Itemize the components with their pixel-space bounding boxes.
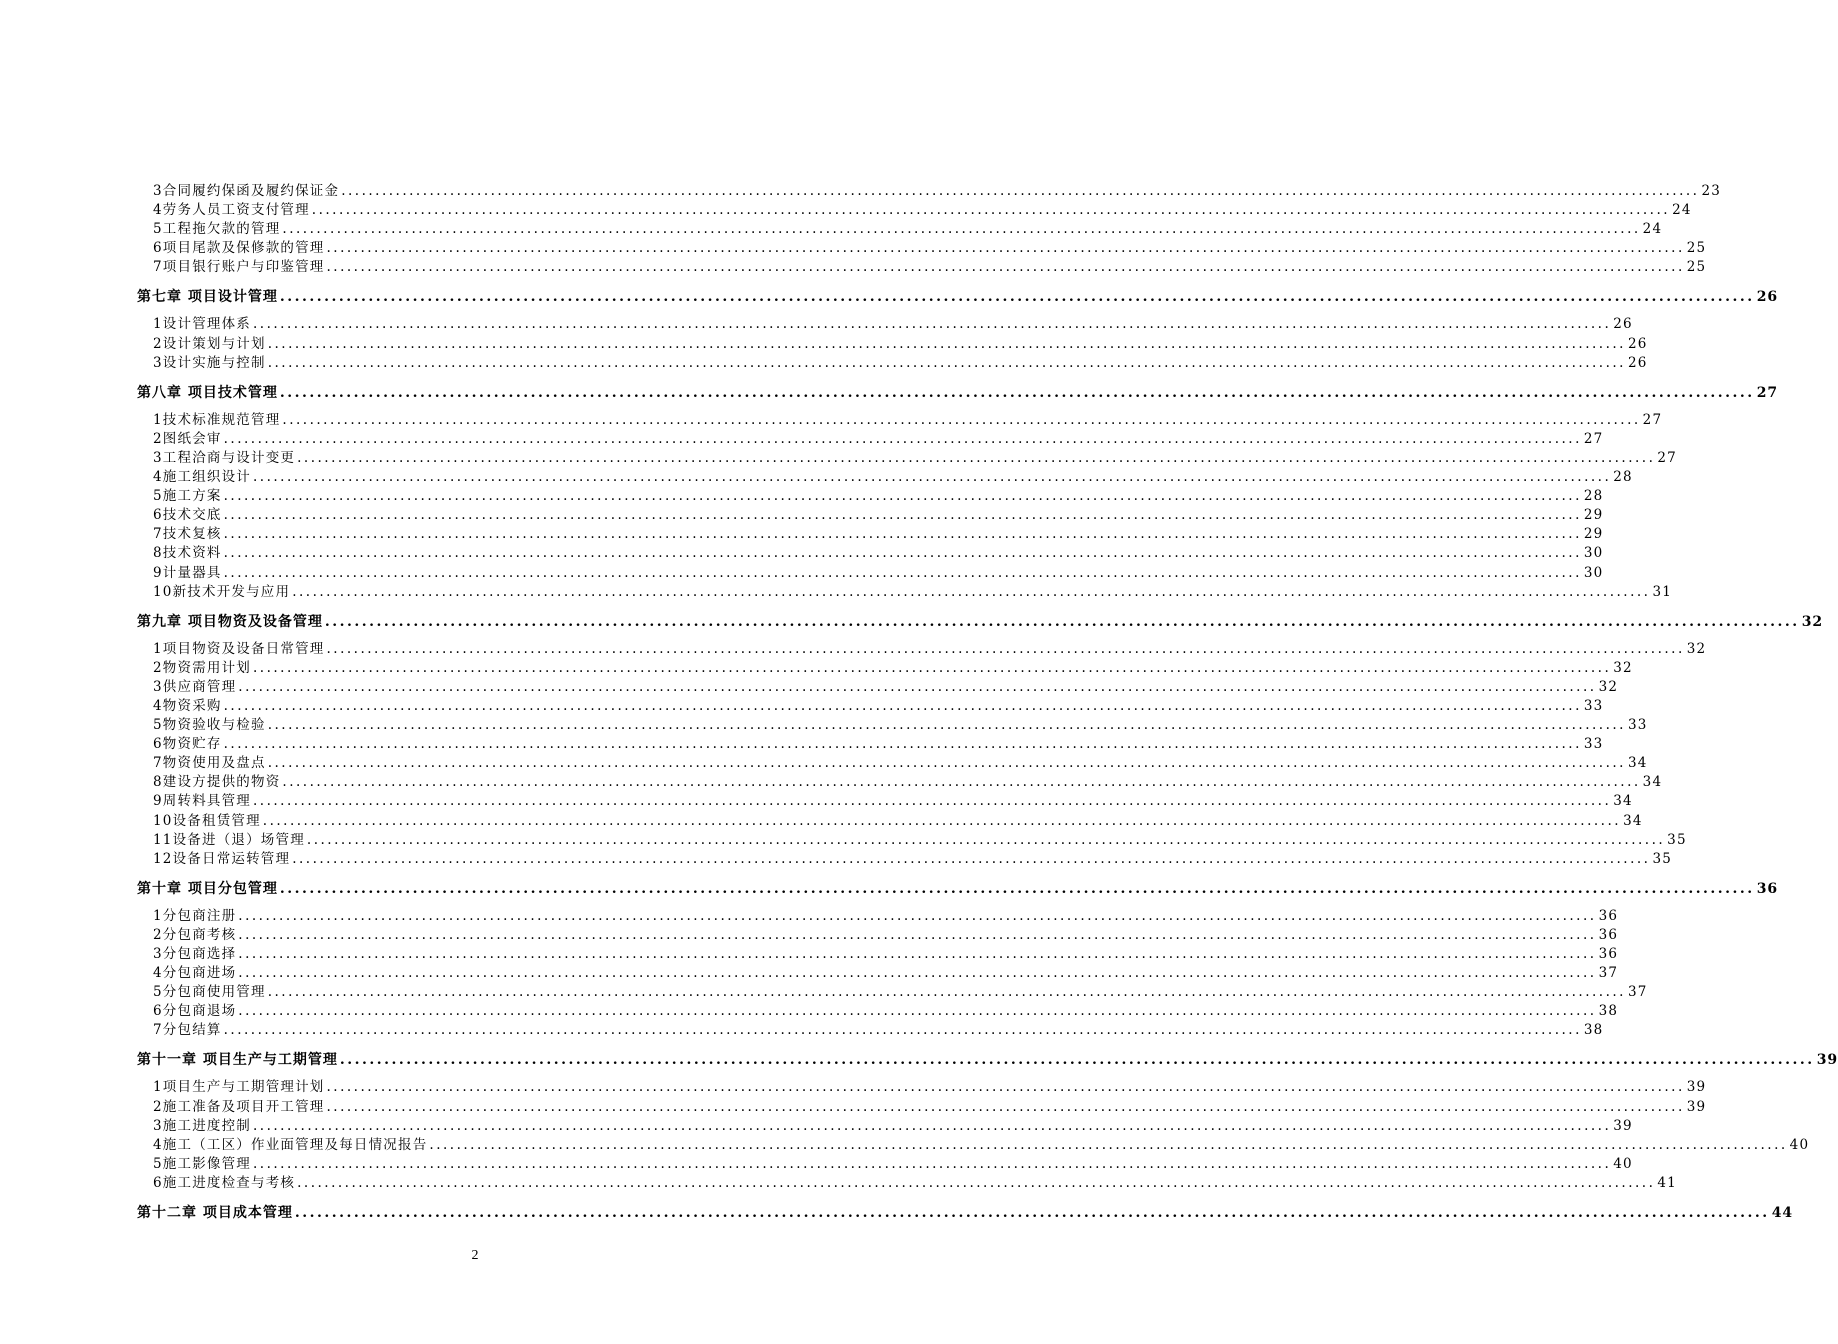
dot-leader: ........................................................................................................................................................................................................ bbox=[238, 965, 1597, 982]
toc-item-number: 5 bbox=[153, 984, 163, 1001]
dot-leader: ........................................................................................................................................................................................................ bbox=[267, 755, 1626, 772]
toc-item[interactable] bbox=[137, 506, 1604, 525]
dot-leader: ........................................................................................................................................................................................................ bbox=[223, 1022, 1582, 1039]
dot-leader: ........................................................................................................................................................................................................ bbox=[238, 678, 1597, 695]
toc-item[interactable] bbox=[137, 1098, 1707, 1117]
toc-item-title: 施工（工区）作业面管理及每日情况报告 bbox=[162, 1136, 428, 1153]
toc-item[interactable] bbox=[137, 773, 1663, 792]
toc-item-number: 4 bbox=[153, 1136, 163, 1153]
dot-leader: ........................................................................................................................................................................................................ bbox=[238, 1003, 1597, 1020]
toc-chapter[interactable] bbox=[137, 287, 1779, 307]
toc-page-number: 37 bbox=[1598, 965, 1619, 982]
toc-item-title: 工程洽商与设计变更 bbox=[162, 449, 296, 466]
toc-item-title: 项目生产与工期管理计划 bbox=[162, 1079, 325, 1096]
toc-item-number: 3 bbox=[153, 183, 163, 199]
dot-leader: ........................................................................................................................................................................................................ bbox=[262, 812, 1622, 829]
dot-leader: ........................................................................................................................................................................................................ bbox=[223, 564, 1582, 581]
toc-page-number: 36 bbox=[1756, 880, 1779, 897]
toc-item-title: 分包商退场 bbox=[162, 1003, 237, 1020]
toc-chapter[interactable] bbox=[137, 383, 1779, 403]
toc-page-number: 34 bbox=[1613, 793, 1633, 810]
toc-item-number: 6 bbox=[153, 1003, 163, 1020]
toc-item-number: 3 bbox=[153, 1117, 163, 1134]
toc-page-number: 35 bbox=[1667, 831, 1687, 848]
toc-item-number: 3 bbox=[153, 678, 163, 695]
toc-item[interactable] bbox=[137, 487, 1604, 506]
toc-item-title: 计量器具 bbox=[162, 564, 222, 581]
toc-item[interactable] bbox=[137, 1117, 1633, 1136]
toc-item[interactable] bbox=[137, 678, 1619, 697]
toc-item-title: 设计管理体系 bbox=[162, 316, 251, 333]
toc-item-number: 7 bbox=[153, 526, 163, 543]
toc-item-number: 1 bbox=[153, 316, 163, 333]
toc-item-number: 7 bbox=[153, 259, 163, 276]
toc-item[interactable] bbox=[137, 315, 1633, 334]
dot-leader: ........................................................................................................................................................................................................ bbox=[267, 354, 1626, 371]
dot-leader: ........................................................................................................................................................................................................ bbox=[306, 831, 1666, 848]
toc-item-title: 新技术开发与应用 bbox=[172, 583, 291, 600]
toc-page-number: 30 bbox=[1583, 564, 1604, 581]
toc-page-number: 25 bbox=[1686, 240, 1707, 257]
dot-leader: ........................................................................................................................................................................................................ bbox=[297, 1174, 1656, 1191]
toc-item[interactable] bbox=[137, 1155, 1633, 1174]
dot-leader: ........................................................................................................................................................................................................ bbox=[223, 507, 1582, 524]
toc-page-number: 33 bbox=[1627, 717, 1648, 734]
table-of-contents bbox=[137, 182, 1838, 1231]
toc-item-number: 12 bbox=[153, 850, 173, 867]
dot-leader: ........................................................................................................................................................................................................ bbox=[223, 697, 1582, 714]
toc-item-number: 3 bbox=[153, 354, 163, 371]
toc-item-title: 设备租赁管理 bbox=[172, 812, 261, 829]
toc-page-number: 24 bbox=[1642, 221, 1663, 238]
toc-item-number: 1 bbox=[153, 411, 163, 428]
toc-page-number: 35 bbox=[1652, 850, 1673, 867]
dot-leader: ........................................................................................................................................................................................................ bbox=[223, 526, 1582, 543]
toc-item-title: 施工进度控制 bbox=[162, 1117, 251, 1134]
toc-page-number: 28 bbox=[1613, 469, 1633, 486]
toc-page-number: 36 bbox=[1598, 926, 1619, 943]
toc-page-number: 31 bbox=[1652, 583, 1673, 600]
toc-item-number: 3 bbox=[153, 946, 163, 962]
toc-item-number: 5 bbox=[153, 488, 163, 505]
toc-item-title: 图纸会审 bbox=[162, 430, 222, 447]
toc-item-title: 设计实施与控制 bbox=[162, 354, 266, 371]
toc-item-number: 6 bbox=[153, 507, 163, 524]
toc-item-number: 6 bbox=[153, 1174, 163, 1191]
toc-item[interactable] bbox=[137, 792, 1633, 811]
toc-item-number: 8 bbox=[153, 545, 163, 562]
toc-item[interactable] bbox=[137, 468, 1633, 487]
dot-leader: ........................................................................................................................................................................................................ bbox=[267, 335, 1626, 352]
toc-item-title: 分包商使用管理 bbox=[162, 984, 266, 1001]
toc-item-title: 技术标准规范管理 bbox=[162, 411, 281, 428]
toc-page-number: 27 bbox=[1583, 430, 1604, 447]
toc-item[interactable] bbox=[137, 945, 1619, 964]
toc-chapter-title: 第十一章 项目生产与工期管理 bbox=[137, 1052, 338, 1069]
toc-item[interactable] bbox=[137, 831, 1687, 850]
toc-item-number: 2 bbox=[153, 335, 163, 352]
toc-page-number: 23 bbox=[1701, 183, 1722, 199]
toc-chapter[interactable] bbox=[137, 1203, 1794, 1223]
toc-item-title: 工程拖欠款的管理 bbox=[162, 221, 281, 238]
toc-item-number: 11 bbox=[153, 831, 173, 848]
toc-item-number: 1 bbox=[153, 1079, 163, 1096]
toc-item-number: 8 bbox=[153, 774, 163, 791]
dot-leader: ........................................................................................................................................................................................................ bbox=[267, 984, 1626, 1001]
toc-item[interactable] bbox=[137, 544, 1604, 563]
toc-page-number: 32 bbox=[1613, 659, 1633, 676]
toc-item-number: 4 bbox=[153, 202, 163, 219]
toc-item-title: 物资使用及盘点 bbox=[162, 755, 266, 772]
dot-leader: ........................................................................................................................................................................................................ bbox=[282, 774, 1641, 791]
toc-item-title: 施工组织设计 bbox=[162, 469, 251, 486]
toc-page-number: 26 bbox=[1756, 289, 1779, 306]
toc-page-number: 29 bbox=[1583, 526, 1604, 543]
dot-leader: ........................................................................................................................................................................................................ bbox=[253, 793, 1612, 810]
dot-leader: ........................................................................................................................................................................................................ bbox=[282, 221, 1641, 238]
dot-leader: ........................................................................................................................................................................................................ bbox=[341, 183, 1700, 199]
toc-item[interactable] bbox=[137, 659, 1633, 678]
toc-item-number: 1 bbox=[153, 640, 163, 657]
toc-item-number: 4 bbox=[153, 697, 163, 714]
toc-item[interactable] bbox=[137, 754, 1648, 773]
toc-page-number: 39 bbox=[1613, 1117, 1633, 1134]
toc-page-number: 44 bbox=[1771, 1205, 1794, 1222]
dot-leader: ........................................................................................................................................................................................................ bbox=[253, 1117, 1612, 1134]
toc-item[interactable] bbox=[137, 430, 1604, 449]
toc-item-title: 项目尾款及保修款的管理 bbox=[162, 240, 325, 257]
toc-page-number: 27 bbox=[1657, 449, 1677, 466]
toc-item[interactable] bbox=[137, 697, 1604, 716]
dot-leader: ........................................................................................................................................................................................................ bbox=[223, 545, 1582, 562]
toc-page-number: 38 bbox=[1583, 1022, 1604, 1039]
dot-leader: ........................................................................................................................................................................................................ bbox=[326, 240, 1685, 257]
toc-item-title: 设备进（退）场管理 bbox=[172, 831, 305, 848]
toc-page-number: 26 bbox=[1627, 335, 1648, 352]
toc-item-number: 10 bbox=[153, 583, 173, 600]
toc-item-title: 合同履约保函及履约保证金 bbox=[162, 183, 340, 199]
toc-page-number: 41 bbox=[1657, 1174, 1677, 1191]
toc-item-title: 周转料具管理 bbox=[162, 793, 251, 810]
toc-page-number: 32 bbox=[1686, 640, 1707, 657]
dot-leader: ........................................................................................................................................................................................................ bbox=[326, 1098, 1685, 1115]
toc-item-number: 9 bbox=[153, 793, 163, 810]
toc-page-number: 38 bbox=[1598, 1003, 1619, 1020]
toc-item[interactable] bbox=[137, 1136, 1810, 1155]
toc-page-number: 37 bbox=[1627, 984, 1648, 1001]
toc-item[interactable] bbox=[137, 812, 1643, 831]
toc-item[interactable] bbox=[137, 354, 1648, 373]
dot-leader: ........................................................................................................................................................................................................ bbox=[279, 880, 1755, 897]
toc-page-number: 32 bbox=[1801, 613, 1824, 630]
dot-leader: ........................................................................................................................................................................................................ bbox=[326, 1079, 1685, 1096]
toc-page-number: 36 bbox=[1598, 946, 1619, 962]
toc-item[interactable] bbox=[137, 983, 1648, 1002]
dot-leader: ........................................................................................................................................................................................................ bbox=[297, 449, 1656, 466]
toc-chapter-title: 第九章 项目物资及设备管理 bbox=[137, 613, 323, 630]
toc-item[interactable] bbox=[137, 583, 1673, 602]
toc-item-title: 分包商选择 bbox=[162, 946, 237, 962]
toc-item[interactable] bbox=[137, 258, 1707, 277]
dot-leader: ........................................................................................................................................................................................................ bbox=[253, 469, 1612, 486]
toc-chapter-title: 第八章 项目技术管理 bbox=[137, 384, 278, 401]
toc-page-number: 40 bbox=[1613, 1155, 1633, 1172]
toc-item-title: 分包商进场 bbox=[162, 965, 237, 982]
toc-item[interactable] bbox=[137, 449, 1677, 468]
toc-page-number: 28 bbox=[1583, 488, 1604, 505]
toc-item-title: 施工进度检查与考核 bbox=[162, 1174, 296, 1191]
toc-item-title: 技术交底 bbox=[162, 507, 222, 524]
toc-page-number: 26 bbox=[1627, 354, 1648, 371]
toc-item[interactable] bbox=[137, 411, 1663, 430]
toc-item[interactable] bbox=[137, 525, 1604, 544]
toc-item[interactable] bbox=[137, 907, 1619, 926]
toc-item-title: 供应商管理 bbox=[162, 678, 237, 695]
dot-leader: ........................................................................................................................................................................................................ bbox=[253, 659, 1612, 676]
dot-leader: ........................................................................................................................................................................................................ bbox=[223, 736, 1582, 753]
toc-page-number: 30 bbox=[1583, 545, 1604, 562]
toc-item[interactable] bbox=[137, 1078, 1707, 1097]
toc-item[interactable] bbox=[137, 716, 1648, 735]
toc-item-number: 4 bbox=[153, 965, 163, 982]
dot-leader: ........................................................................................................................................................................................................ bbox=[253, 316, 1612, 333]
toc-page-number: 33 bbox=[1583, 736, 1604, 753]
dot-leader: ........................................................................................................................................................................................................ bbox=[253, 1155, 1612, 1172]
toc-page-number: 39 bbox=[1816, 1052, 1838, 1069]
toc-item[interactable] bbox=[137, 201, 1692, 220]
toc-item-number: 2 bbox=[153, 659, 163, 676]
dot-leader: ........................................................................................................................................................................................................ bbox=[326, 640, 1685, 657]
toc-item-number: 3 bbox=[153, 449, 163, 466]
toc-item-title: 技术资料 bbox=[162, 545, 222, 562]
toc-item[interactable] bbox=[137, 926, 1619, 945]
toc-item-number: 7 bbox=[153, 1022, 163, 1039]
toc-item[interactable] bbox=[137, 640, 1707, 659]
toc-item-title: 物资贮存 bbox=[162, 736, 222, 753]
dot-leader: ........................................................................................................................................................................................................ bbox=[223, 488, 1582, 505]
toc-item-number: 2 bbox=[153, 926, 163, 943]
toc-item[interactable] bbox=[137, 564, 1604, 583]
dot-leader: ........................................................................................................................................................................................................ bbox=[324, 613, 1800, 630]
toc-chapter[interactable] bbox=[137, 612, 1824, 632]
toc-page-number: 32 bbox=[1598, 678, 1619, 695]
toc-item-title: 物资需用计划 bbox=[162, 659, 251, 676]
toc-item[interactable] bbox=[137, 220, 1663, 239]
toc-item-number: 5 bbox=[153, 1155, 163, 1172]
dot-leader: ........................................................................................................................................................................................................ bbox=[282, 411, 1641, 428]
toc-item-title: 分包商考核 bbox=[162, 926, 237, 943]
dot-leader: ........................................................................................................................................................................................................ bbox=[279, 289, 1755, 306]
toc-item-number: 7 bbox=[153, 755, 163, 772]
toc-page-number: 34 bbox=[1642, 774, 1663, 791]
toc-page-number: 26 bbox=[1613, 316, 1633, 333]
dot-leader: ........................................................................................................................................................................................................ bbox=[429, 1136, 1788, 1153]
dot-leader: ........................................................................................................................................................................................................ bbox=[339, 1052, 1815, 1069]
toc-page-number: 39 bbox=[1686, 1079, 1707, 1096]
toc-item-title: 项目物资及设备日常管理 bbox=[162, 640, 325, 657]
toc-item-title: 施工准备及项目开工管理 bbox=[162, 1098, 325, 1115]
toc-item-number: 2 bbox=[153, 1098, 163, 1115]
toc-item-title: 物资采购 bbox=[162, 697, 222, 714]
toc-page-number: 29 bbox=[1583, 507, 1604, 524]
toc-item[interactable] bbox=[137, 182, 1722, 201]
dot-leader: ........................................................................................................................................................................................................ bbox=[223, 430, 1582, 447]
dot-leader: ........................................................................................................................................................................................................ bbox=[238, 926, 1597, 943]
toc-item[interactable] bbox=[137, 735, 1604, 754]
dot-leader: ........................................................................................................................................................................................................ bbox=[326, 259, 1685, 276]
toc-page-number: 34 bbox=[1627, 755, 1648, 772]
dot-leader: ........................................................................................................................................................................................................ bbox=[292, 583, 1651, 600]
toc-item-number: 2 bbox=[153, 430, 163, 447]
toc-item-number: 4 bbox=[153, 469, 163, 486]
toc-item-title: 设备日常运转管理 bbox=[172, 850, 291, 867]
toc-item[interactable] bbox=[137, 335, 1648, 354]
toc-chapter[interactable] bbox=[137, 1050, 1838, 1070]
toc-page-number: 24 bbox=[1672, 202, 1692, 219]
toc-chapter-title: 第十章 项目分包管理 bbox=[137, 880, 278, 897]
toc-item[interactable] bbox=[137, 1174, 1677, 1193]
toc-item-title: 项目银行账户与印鉴管理 bbox=[162, 259, 325, 276]
toc-item-title: 技术复核 bbox=[162, 526, 222, 543]
toc-item-title: 施工方案 bbox=[162, 488, 222, 505]
dot-leader: ........................................................................................................................................................................................................ bbox=[238, 907, 1597, 924]
toc-item-number: 6 bbox=[153, 736, 163, 753]
toc-page-number: 36 bbox=[1598, 907, 1619, 924]
toc-item-title: 物资验收与检验 bbox=[162, 717, 266, 734]
toc-item-number: 1 bbox=[153, 907, 163, 924]
toc-chapter[interactable] bbox=[137, 879, 1779, 899]
toc-item-title: 施工影像管理 bbox=[162, 1155, 251, 1172]
toc-item[interactable] bbox=[137, 850, 1673, 869]
page-number: 2 bbox=[471, 1248, 479, 1263]
toc-page-number: 27 bbox=[1642, 411, 1663, 428]
toc-item-title: 设计策划与计划 bbox=[162, 335, 266, 352]
toc-item-number: 5 bbox=[153, 221, 163, 238]
toc-item-title: 建设方提供的物资 bbox=[162, 774, 281, 791]
toc-page-number: 40 bbox=[1789, 1136, 1810, 1153]
dot-leader: ........................................................................................................................................................................................................ bbox=[292, 850, 1651, 867]
dot-leader: ........................................................................................................................................................................................................ bbox=[311, 202, 1671, 219]
toc-page-number: 33 bbox=[1583, 697, 1604, 714]
toc-item-number: 9 bbox=[153, 564, 163, 581]
toc-item[interactable] bbox=[137, 1002, 1619, 1021]
toc-item-number: 6 bbox=[153, 240, 163, 257]
dot-leader: ........................................................................................................................................................................................................ bbox=[267, 717, 1626, 734]
dot-leader: ........................................................................................................................................................................................................ bbox=[294, 1205, 1770, 1222]
toc-item-number: 10 bbox=[153, 812, 173, 829]
toc-page-number: 34 bbox=[1623, 812, 1643, 829]
dot-leader: ........................................................................................................................................................................................................ bbox=[279, 384, 1755, 401]
toc-item[interactable] bbox=[137, 239, 1707, 258]
toc-item[interactable] bbox=[137, 964, 1619, 983]
toc-item-title: 分包结算 bbox=[162, 1022, 222, 1039]
toc-page-number: 25 bbox=[1686, 259, 1707, 276]
toc-page-number: 39 bbox=[1686, 1098, 1707, 1115]
toc-item[interactable] bbox=[137, 1021, 1604, 1040]
toc-chapter-title: 第七章 项目设计管理 bbox=[137, 289, 278, 306]
toc-item-title: 劳务人员工资支付管理 bbox=[162, 202, 310, 219]
toc-page-number: 27 bbox=[1756, 384, 1779, 401]
dot-leader: ........................................................................................................................................................................................................ bbox=[238, 946, 1597, 962]
toc-chapter-title: 第十二章 项目成本管理 bbox=[137, 1205, 293, 1222]
toc-item-title: 分包商注册 bbox=[162, 907, 237, 924]
toc-item-number: 5 bbox=[153, 717, 163, 734]
